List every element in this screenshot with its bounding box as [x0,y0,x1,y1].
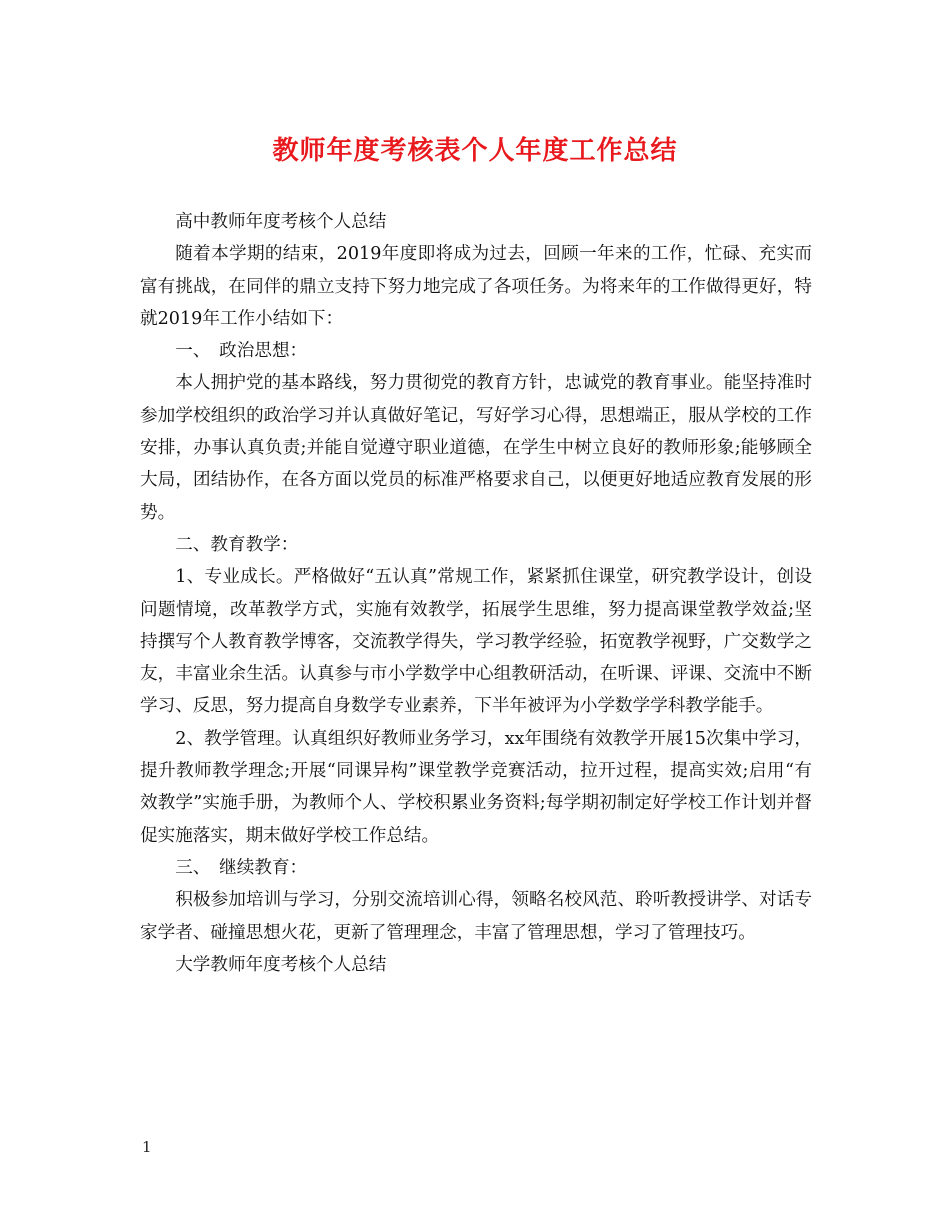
body-paragraph: 1、专业成长。严格做好“五认真”常规工作，紧紧抓住课堂，研究教学设计，创设问题情境，改革教学方式，实施有效教学，拓展学生思维，努力提高课堂教学效益;坚持撰写个人教育教学博客，交流教学得失，学习教学经验，拓宽教学视野，广交数学之友，丰富业余生活。认真参与市小学数学中心组教研活动，在听课、评课、交流中不断学习、反思，努力提高自身数学专业素养，下半年被评为小学数学学科教学能手。 [140,567,812,717]
body-paragraph: 积极参加培训与学习，分别交流培训心得，领略名校风范、聆听教授讲学、对话专家学者、碰撞思想火花，更新了管理理念，丰富了管理思想，学习了管理技巧。 [140,890,812,943]
section-heading: 高中教师年度考核个人总结 [175,212,387,232]
section-heading: 大学教师年度考核个人总结 [175,954,387,975]
document-title: 教师年度考核表个人年度工作总结 [272,136,678,166]
body-paragraph: 本人拥护党的基本路线，努力贯彻党的教育方针，忠诚党的教育事业。能坚持准时参加学校组织的政治学习并认真做好笔记，写好学习心得，思想端正，服从学校的工作安排，办事认真负责;并能自觉遵守职业道德，在学生中树立良好的教师形象;能够顾全大局，团结协作，在各方面以党员的标准严格要求自己，以便更好地适应教育发展的形势。 [140,373,812,523]
section-heading: 一、 政治思想： [175,341,308,362]
section-heading: 三、 继续教育： [175,857,308,878]
document-body [140,206,812,981]
body-paragraph: 随着本学期的结束，2019年度即将成为过去，回顾一年来的工作，忙碌、充实而富有挑战，在同伴的鼎立支持下努力地完成了各项任务。为将来年的工作做得更好，特就2019年工作小结如下： [140,244,812,329]
body-paragraph: 2、教学管理。认真组织好教师业务学习，xx年围绕有效教学开展15次集中学习，提升教师教学理念;开展“同课异构”课堂教学竞赛活动，拉开过程，提高实效;启用“有效教学”实施手册，为教师个人、学校积累业务资料;每学期初制定好学校工作计划并督促实施落实，期末做好学校工作总结。 [140,728,812,846]
page-number: 1 [142,1138,152,1156]
section-heading: 二、教育教学： [175,534,299,555]
